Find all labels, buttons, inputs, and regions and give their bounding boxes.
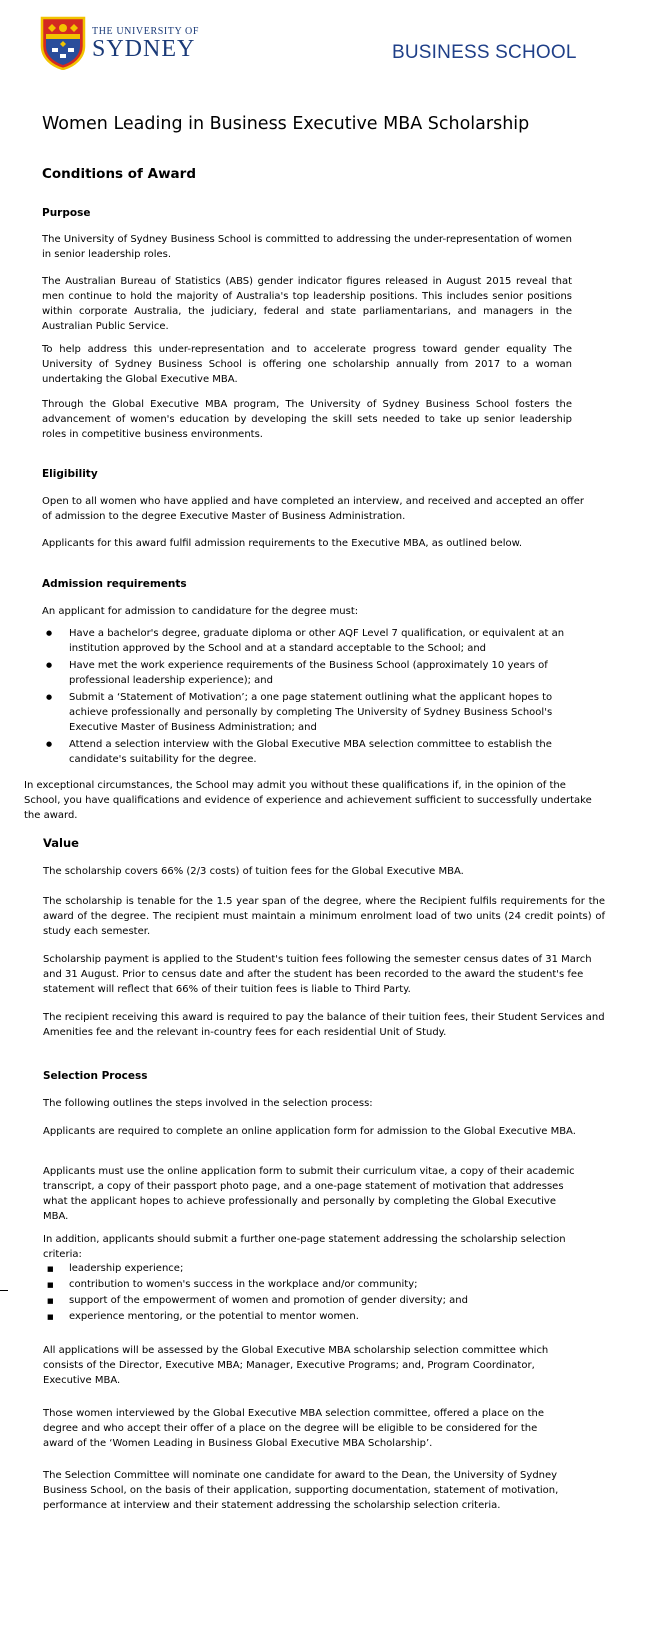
margin-mark xyxy=(0,1290,8,1291)
eligibility-paragraph: Applicants for this award fulfil admission requirements to the Executive MBA, as outlined below. xyxy=(42,538,523,549)
list-item: ■ contribution to women's success in the workplace and/or community; xyxy=(43,1277,583,1293)
admission-heading: Admission requirements xyxy=(42,578,187,590)
value-paragraph: The scholarship is tenable for the 1.5 year span of the degree, where the Recipient fulfils requirements for the award of the degree. The recipient must maintain a minimum enrolment load of two units (24 credit points) of study each semester. xyxy=(43,896,605,937)
list-item: ■ support of the empowerment of women and promotion of gender diversity; and xyxy=(43,1293,583,1309)
selection-paragraph: Those women interviewed by the Global Executive MBA selection committee, offered a place on the degree and who accept their offer of a place on the degree will be eligible to be considered for the award of the ‘Women Leading in Business Global Executive MBA Scholarship’. xyxy=(43,1408,544,1449)
school-name: BUSINESS SCHOOL xyxy=(392,42,577,63)
list-item: ● Attend a selection interview with the Global Executive MBA selection committee to establish the candidate's suitability for the degree. xyxy=(42,737,594,767)
admission-list xyxy=(42,626,594,769)
selection-paragraph: The following outlines the steps involved in the selection process: xyxy=(43,1098,373,1109)
selection-paragraph: In addition, applicants should submit a further one-page statement addressing the scholarship selection criteria: xyxy=(43,1234,566,1260)
purpose-paragraph: Through the Global Executive MBA program, The University of Sydney Business School fosters the advancement of women's education by developing the skill sets needed to take up senior leadership roles in competitive business environments. xyxy=(42,399,572,440)
selection-paragraph: Applicants must use the online application form to submit their curriculum vitae, a copy of their academic transcript, a copy of their passport photo page, and a one-page statement of motivation that addresses what the applicant hopes to achieve professionally and personally by completing the Global Executive MBA. xyxy=(43,1166,575,1222)
selection-paragraph: The Selection Committee will nominate one candidate for award to the Dean, the University of Sydney Business School, on the basis of their application, supporting documentation, statement of motivation, performance at interview and their statement addressing the scholarship selection criteria. xyxy=(43,1470,559,1511)
list-item: ● Have a bachelor's degree, graduate diploma or other AQF Level 7 qualification, or equivalent at an institution approved by the School and at a standard acceptable to the School; and xyxy=(42,626,594,656)
admission-exception: In exceptional circumstances, the School may admit you without these qualifications if, in the opinion of the School, you have qualifications and evidence of experience and achievement sufficient to successfully undertake the award. xyxy=(24,780,592,821)
purpose-paragraph: The University of Sydney Business School is committed to addressing the under-representation of women in senior leadership roles. xyxy=(42,234,572,260)
selection-paragraph: All applications will be assessed by the Global Executive MBA scholarship selection committee which consists of the Director, Executive MBA; Manager, Executive Programs; and, Program Coordinator, Executive MBA. xyxy=(43,1345,549,1386)
university-logo xyxy=(40,16,199,70)
purpose-paragraph: The Australian Bureau of Statistics (ABS) gender indicator figures released in August 2015 reveal that men continue to hold the majority of Australia's top leadership positions. This includes senior positions within corporate Australia, the judiciary, federal and state parliamentarians, and managers in the Australian Public Service. xyxy=(42,276,572,332)
criteria-list xyxy=(43,1261,583,1325)
document-title: Women Leading in Business Executive MBA Scholarship xyxy=(42,114,530,134)
list-item: ● Submit a ‘Statement of Motivation’; a one page statement outlining what the applicant hopes to achieve professionally and personally by completing The University of Sydney Business School's Executive Master of Business Administration; and xyxy=(42,690,594,735)
value-heading: Value xyxy=(43,836,79,850)
admission-intro: An applicant for admission to candidature for the degree must: xyxy=(42,606,359,617)
list-item: ● Have met the work experience requirements of the Business School (approximately 10 years of professional leadership experience); and xyxy=(42,658,594,688)
purpose-paragraph: To help address this under-representation and to accelerate progress toward gender equality The University of Sydney Business School is offering one scholarship annually from 2017 to a woman undertaking the Global Executive MBA. xyxy=(42,344,572,385)
selection-heading: Selection Process xyxy=(43,1070,148,1082)
eligibility-heading: Eligibility xyxy=(42,468,98,480)
list-item: ■ leadership experience; xyxy=(43,1261,583,1277)
value-paragraph: The recipient receiving this award is required to pay the balance of their tuition fees, their Student Services and Amenities fee and the relevant in-country fees for each residential Unit of Study. xyxy=(43,1012,605,1038)
document-subtitle: Conditions of Award xyxy=(42,166,196,182)
crest-icon xyxy=(40,16,86,70)
value-paragraph: Scholarship payment is applied to the Student's tuition fees following the semester census dates of 31 March and 31 August. Prior to census date and after the student has been recorded to the award the student's fee statement will reflect that 66% of their tuition fees is liable to Third Party. xyxy=(43,954,592,995)
university-name: SYDNEY xyxy=(92,35,196,62)
purpose-heading: Purpose xyxy=(42,207,91,219)
university-name-small: THE UNIVERSITY OF xyxy=(92,25,200,37)
eligibility-paragraph: Open to all women who have applied and have completed an interview, and received and accepted an offer of admission to the degree Executive Master of Business Administration. xyxy=(42,496,584,522)
list-item: ■ experience mentoring, or the potential to mentor women. xyxy=(43,1309,583,1325)
selection-paragraph: Applicants are required to complete an online application form for admission to the Global Executive MBA. xyxy=(43,1126,576,1137)
value-paragraph: The scholarship covers 66% (2/3 costs) of tuition fees for the Global Executive MBA. xyxy=(43,866,464,877)
